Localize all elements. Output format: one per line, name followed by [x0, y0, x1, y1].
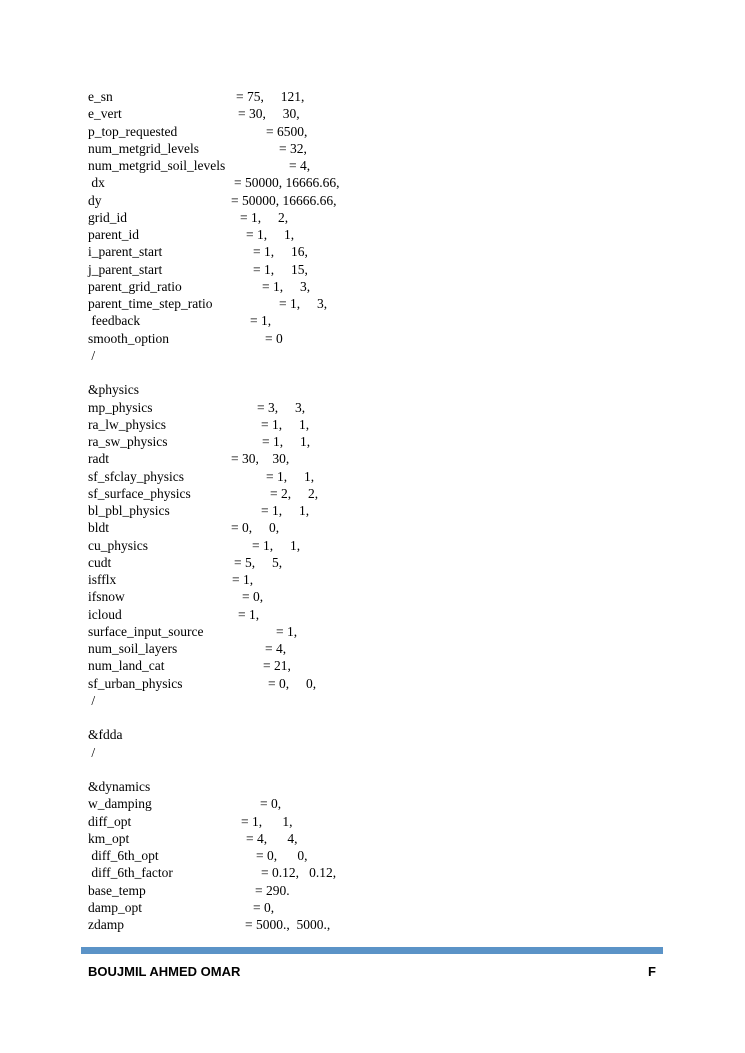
namelist-value: = 4,	[265, 641, 287, 656]
namelist-value: = 0, 0,	[231, 520, 280, 536]
namelist-key: &dynamics	[88, 779, 151, 794]
namelist-key: num_metgrid_levels	[88, 140, 199, 156]
namelist-value: = 1, 1,	[262, 434, 311, 449]
namelist-value: = 3, 3,	[257, 399, 306, 415]
namelist-key: mp_physics	[88, 399, 153, 415]
namelist-value: = 0	[265, 330, 283, 346]
namelist-value: = 1, 1,	[266, 468, 315, 484]
footer-rule	[81, 947, 663, 954]
namelist-value: = 1,	[250, 313, 272, 329]
namelist-key: icloud	[88, 606, 122, 622]
namelist-value: = 50000, 16666.66,	[234, 175, 340, 191]
namelist-key: ra_sw_physics	[88, 434, 168, 449]
namelist-key: km_opt	[88, 830, 130, 846]
namelist-key: damp_opt	[88, 899, 142, 915]
namelist-key: diff_6th_opt	[88, 848, 159, 863]
namelist-key: diff_6th_factor	[88, 865, 173, 881]
namelist-value: = 1, 1,	[261, 416, 310, 432]
namelist-key: /	[88, 744, 96, 760]
namelist-value: = 0.12, 0.12,	[261, 865, 337, 881]
namelist-value: = 1,	[238, 606, 260, 622]
namelist-key: isfflx	[88, 572, 117, 587]
namelist-key: base_temp	[88, 882, 146, 898]
namelist-value: = 2, 2,	[270, 485, 319, 501]
namelist-value: = 1,	[232, 572, 254, 587]
namelist-key: &fdda	[88, 727, 123, 743]
namelist-key: bl_pbl_physics	[88, 503, 170, 518]
namelist-value: = 32,	[279, 140, 307, 156]
namelist-key: dy	[88, 192, 102, 208]
namelist-key: num_land_cat	[88, 658, 165, 674]
namelist-value: = 1, 1,	[241, 813, 293, 829]
namelist-value: = 1, 3,	[279, 296, 328, 311]
namelist-value: = 75, 121,	[236, 89, 305, 104]
namelist-value: = 1, 2,	[240, 209, 289, 225]
namelist-value: = 5, 5,	[234, 554, 283, 570]
namelist-value: = 50000, 16666.66,	[231, 192, 337, 208]
namelist-value: = 0, 0,	[256, 848, 308, 863]
namelist-value: = 30, 30,	[231, 451, 290, 467]
namelist-key: parent_id	[88, 227, 139, 242]
namelist-value: = 1, 3,	[262, 278, 311, 294]
namelist-key: w_damping	[88, 796, 152, 812]
namelist-key: surface_input_source	[88, 623, 204, 639]
namelist-key: num_metgrid_soil_levels	[88, 158, 226, 173]
namelist-key: grid_id	[88, 209, 127, 225]
namelist-key: e_vert	[88, 106, 122, 122]
namelist-key: bldt	[88, 520, 110, 536]
namelist-value: = 1, 1,	[261, 503, 310, 518]
namelist-key: i_parent_start	[88, 244, 163, 260]
footer-author: BOUJMIL AHMED OMAR	[88, 964, 241, 979]
namelist-value: = 5000., 5000.,	[245, 917, 331, 932]
namelist-key: &physics	[88, 382, 140, 398]
namelist-key: j_parent_start	[88, 261, 163, 277]
namelist-key: parent_time_step_ratio	[88, 296, 213, 311]
namelist-key: radt	[88, 451, 109, 467]
namelist-key: cu_physics	[88, 537, 148, 553]
namelist-value: = 4,	[289, 158, 311, 173]
namelist-key: dx	[88, 175, 105, 191]
namelist-key: diff_opt	[88, 813, 132, 829]
footer-page-label: F	[648, 964, 656, 979]
namelist-value: = 1, 15,	[253, 261, 308, 277]
namelist-key: /	[88, 692, 96, 708]
namelist-key: zdamp	[88, 917, 124, 932]
namelist-key: p_top_requested	[88, 123, 178, 139]
namelist-key: e_sn	[88, 89, 113, 104]
namelist-key: ifsnow	[88, 589, 125, 605]
namelist-key: sf_sfclay_physics	[88, 468, 184, 484]
namelist-key: ra_lw_physics	[88, 416, 166, 432]
namelist-value: = 0, 0,	[268, 675, 317, 691]
namelist-key: parent_grid_ratio	[88, 278, 182, 294]
namelist-key: smooth_option	[88, 330, 170, 346]
namelist-value: = 30, 30,	[238, 106, 300, 122]
namelist-key: sf_surface_physics	[88, 485, 191, 501]
namelist-value: = 1,	[276, 623, 298, 639]
namelist-key: cudt	[88, 554, 112, 570]
namelist-value: = 1, 1,	[246, 227, 295, 242]
namelist-value: = 4, 4,	[246, 830, 298, 846]
namelist-value: = 21,	[263, 658, 291, 674]
namelist-value: = 0,	[260, 796, 282, 812]
namelist-key: sf_urban_physics	[88, 675, 183, 691]
namelist-value: = 1, 16,	[253, 244, 308, 260]
namelist-key: num_soil_layers	[88, 641, 178, 656]
namelist-value: = 290.	[255, 882, 290, 898]
namelist-value: = 0,	[253, 899, 275, 915]
namelist-key: feedback	[88, 313, 141, 329]
namelist-value: = 0,	[242, 589, 264, 605]
namelist-value: = 6500,	[266, 123, 308, 139]
namelist-key: /	[88, 347, 96, 363]
namelist-value: = 1, 1,	[252, 537, 301, 553]
